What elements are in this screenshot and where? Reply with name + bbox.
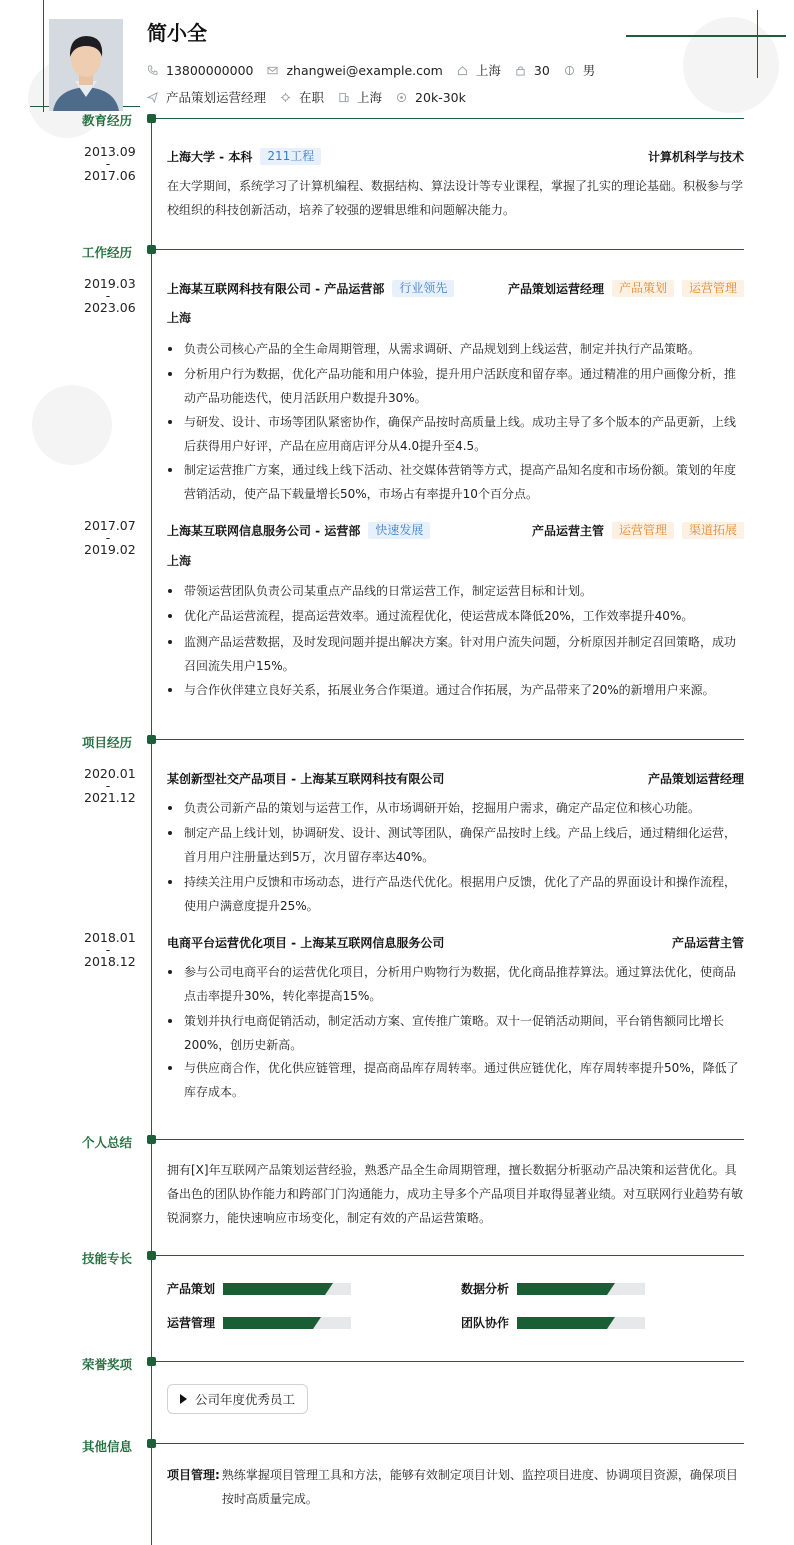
section-divider (152, 1139, 744, 1140)
age-icon (515, 65, 526, 76)
section-title-summary: 个人总结 (82, 1135, 133, 1150)
section-title-skills: 技能专长 (82, 1251, 133, 1266)
other-info-item (167, 1463, 744, 1511)
school-tag: 211工程 (260, 148, 321, 165)
award-item[interactable] (167, 1384, 308, 1414)
skill-tag: 运营管理 (682, 280, 744, 297)
section-divider (152, 118, 744, 119)
section-title-education: 教育经历 (82, 113, 133, 128)
project-role: 产品运营主管 (671, 936, 744, 950)
skill-name: 产品策划 (167, 1282, 216, 1296)
decor-circle (32, 385, 112, 465)
status-text: 在职 (299, 90, 325, 105)
job-role: 产品运营主管 (531, 524, 604, 538)
job-intent-row (147, 88, 480, 106)
company-tag: 快速发展 (368, 522, 430, 539)
position-text: 产品策划运营经理 (166, 90, 267, 105)
salary-text: 20k-30k (415, 89, 466, 105)
phone-icon (147, 65, 158, 76)
project-role: 产品策划运营经理 (647, 772, 744, 786)
skill-name: 数据分析 (461, 1282, 510, 1296)
work-city: 上海 (167, 311, 192, 325)
project-title: 电商平台运营优化项目 - 上海某互联网信息服务公司 (167, 936, 445, 950)
project-bullet: 参与公司电商平台的运营优化项目，分析用户购物行为数据，优化商品推荐算法。通过算法优化，使商品点击率提升30%，转化率提高15%。 (167, 960, 744, 1008)
gender-icon (564, 65, 575, 76)
work-bullet: 负责公司核心产品的全生命周期管理，从需求调研、产品规划到上线运营，制定并执行产品策略。 (167, 337, 744, 361)
email-text: zhangwei@example.com (286, 62, 443, 78)
skill-name: 团队协作 (461, 1316, 510, 1330)
decor-line (626, 35, 786, 37)
skill-bar (517, 1283, 645, 1295)
section-divider (152, 1255, 744, 1256)
section-divider (152, 739, 744, 740)
skill-tag: 运营管理 (612, 522, 674, 539)
work-bullet: 制定运营推广方案，通过线上线下活动、社交媒体营销等方式，提高产品知名度和市场份额。策划的年度营销活动，使产品下载量增长50%，市场占有率提升10个百分点。 (167, 458, 744, 506)
education-date: 2013.09 - 2017.06 (84, 144, 136, 183)
play-icon (180, 1394, 187, 1404)
section-title-other: 其他信息 (82, 1439, 133, 1454)
skill-tag: 渠道拓展 (682, 522, 744, 539)
skill-tag: 产品策划 (612, 280, 674, 297)
skill-bar (517, 1317, 645, 1329)
project-bullet: 负责公司新产品的策划与运营工作，从市场调研开始，挖掘用户需求，确定产品定位和核心功能。 (167, 796, 744, 820)
other-info-key: 项目管理: (167, 1468, 220, 1482)
major-name: 计算机科学与技术 (647, 150, 744, 164)
candidate-name: 简小全 (147, 21, 207, 45)
skill-bar-fill (223, 1317, 313, 1329)
education-header (167, 148, 744, 165)
decor-line (757, 10, 758, 78)
skill-item (461, 1280, 645, 1297)
timeline-line (151, 118, 152, 1545)
work-city-text: 上海 (357, 90, 383, 105)
work-bullet: 优化产品运营流程，提高运营效率。通过流程优化，使运营成本降低20%，工作效率提升40%。 (167, 604, 744, 628)
project-title: 某创新型社交产品项目 - 上海某互联网科技有限公司 (167, 772, 445, 786)
work-bullet: 与研发、设计、市场等团队紧密协作，确保产品按时高质量上线。成功主导了多个版本的产品更新，上线后获得用户好评，产品在应用商店评分从4.0提升至4.5。 (167, 410, 744, 458)
email-icon (267, 65, 278, 76)
other-info-value: 熟练掌握项目管理工具和方法，能够有效制定项目计划、监控项目进度、协调项目资源，确保项目按时高质量完成。 (221, 1468, 738, 1506)
project-bullet: 制定产品上线计划，协调研发、设计、测试等团队，确保产品按时上线。产品上线后，通过精细化运营，首月用户注册量达到5万，次月留存率达40%。 (167, 821, 744, 869)
work-bullet: 监测产品运营数据，及时发现问题并提出解决方案。针对用户流失问题，分析原因并制定召回策略，成功召回流失用户15%。 (167, 630, 744, 678)
skill-bar (223, 1317, 351, 1329)
section-divider (152, 1443, 744, 1444)
work-header (167, 280, 744, 297)
company-tag: 行业领先 (392, 280, 454, 297)
salary-icon (396, 92, 407, 103)
education-description: 在大学期间，系统学习了计算机编程、数据结构、算法设计等专业课程，掌握了扎实的理论基础。积极参与学校组织的科技创新活动，培养了较强的逻辑思维和问题解决能力。 (167, 179, 744, 217)
work-date: 2017.07 - 2019.02 (84, 518, 136, 557)
building-icon (338, 92, 349, 103)
project-date: 2020.01 - 2021.12 (84, 766, 136, 805)
work-header (167, 522, 744, 539)
skill-item (167, 1314, 351, 1331)
work-bullet: 带领运营团队负责公司某重点产品线的日常运营工作，制定运营目标和计划。 (167, 579, 744, 603)
home-icon (457, 65, 468, 76)
job-role: 产品策划运营经理 (507, 282, 604, 296)
skill-bar (223, 1283, 351, 1295)
section-title-projects: 项目经历 (82, 735, 133, 750)
work-bullet: 分析用户行为数据，优化产品功能和用户体验，提升用户活跃度和留存率。通过精准的用户画像分析，推动产品功能迭代，使月活跃用户数提升30%。 (167, 362, 744, 410)
work-bullet: 与合作伙伴建立良好关系，拓展业务合作渠道。通过合作拓展，为产品带来了20%的新增用户来源。 (167, 678, 744, 702)
work-city: 上海 (167, 554, 192, 568)
avatar (49, 19, 123, 111)
section-divider (152, 1361, 744, 1362)
gender-text: 男 (582, 63, 596, 78)
skill-bar-fill (517, 1317, 607, 1329)
decor-circle (683, 17, 779, 113)
skill-bar-fill (223, 1283, 325, 1295)
project-bullet: 持续关注用户反馈和市场动态，进行产品迭代优化。根据用户反馈，优化了产品的界面设计和操作流程，使用户满意度提升25%。 (167, 870, 744, 918)
school-name: 上海大学 - 本科 (167, 150, 253, 164)
phone-text: 13800000000 (166, 62, 254, 78)
award-label: 公司年度优秀员工 (195, 1392, 296, 1407)
age-text: 30 (533, 62, 550, 78)
skill-bar-fill (517, 1283, 607, 1295)
project-header (167, 934, 744, 951)
project-bullet: 与供应商合作，优化供应链管理，提高商品库存周转率。通过供应链优化，库存周转率提升50%，降低了库存成本。 (167, 1056, 744, 1104)
city-text: 上海 (475, 63, 501, 78)
section-title-work: 工作经历 (82, 245, 133, 260)
company-name: 上海某互联网信息服务公司 - 运营部 (167, 524, 361, 538)
work-date: 2019.03 - 2023.06 (84, 276, 136, 315)
project-date: 2018.01 - 2018.12 (84, 930, 136, 969)
skill-item (167, 1280, 351, 1297)
section-divider (152, 249, 744, 250)
status-icon (280, 92, 291, 103)
company-name: 上海某互联网科技有限公司 - 产品运营部 (167, 282, 385, 296)
summary-text: 拥有[X]年互联网产品策划运营经验，熟悉产品全生命周期管理，擅长数据分析驱动产品决策和运营优化。具备出色的团队协作能力和跨部门门沟通能力，成功主导多个产品项目并取得显著业绩。对互联网行业趋势有敏锐洞察力，能快速响应市场变化，制定有效的产品运营策略。 (167, 1163, 744, 1225)
decor-line (43, 0, 44, 112)
skill-name: 运营管理 (167, 1316, 216, 1330)
project-bullet: 策划并执行电商促销活动，制定活动方案、宣传推广策略。双十一促销活动期间，平台销售额同比增长200%，创历史新高。 (167, 1009, 744, 1057)
project-header (167, 770, 744, 787)
skill-item (461, 1314, 645, 1331)
contact-row (147, 61, 609, 79)
send-icon (147, 92, 158, 103)
section-title-awards: 荣誉奖项 (82, 1357, 133, 1372)
